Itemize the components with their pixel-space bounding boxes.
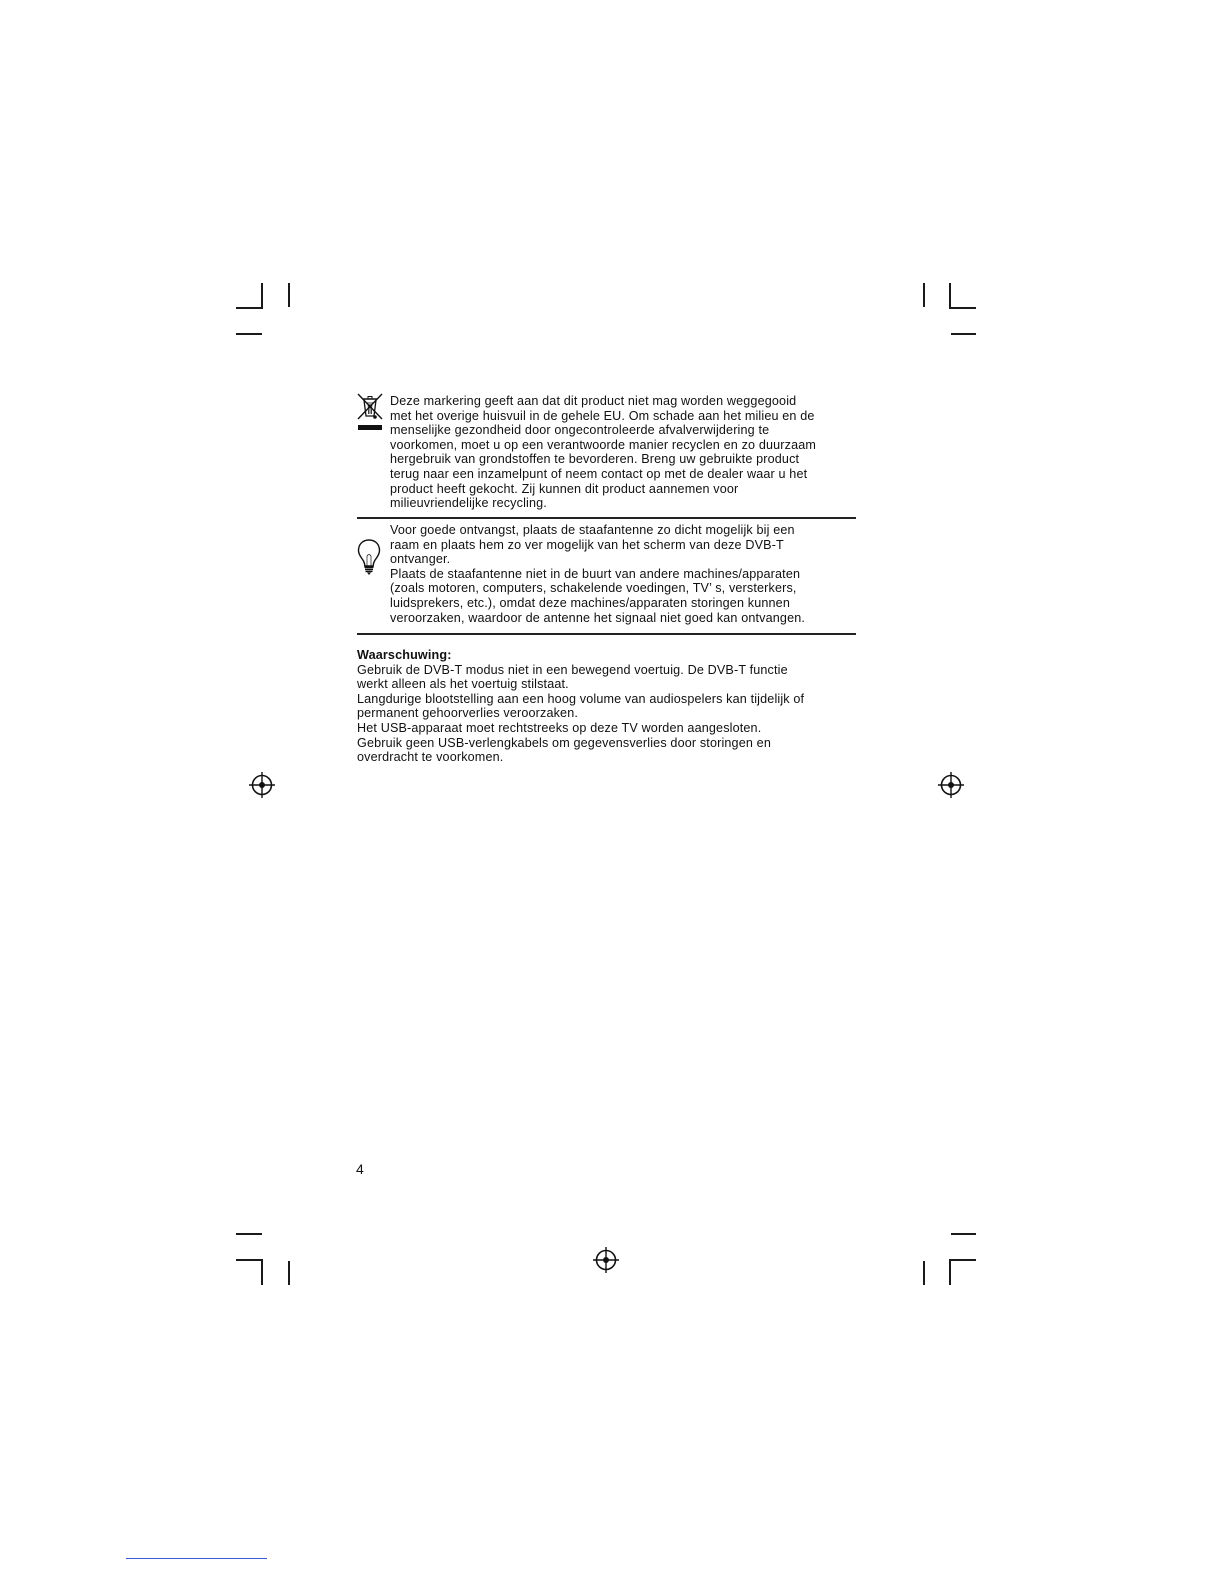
warning-heading: Waarschuwing: (357, 648, 452, 662)
warning-section (357, 648, 857, 765)
weee-disposal-notice: Deze markering geeft aan dat dit product niet mag worden weggegooid met het overige huisvuil in de gehele EU. Om schade aan het milieu en de menselijke gezondheid door ongecontroleerde afvalverwijdering te voorkomen, moet u op een verantwoorde manier recyclen en zo duurzaam hergebruik van grondstoffen te bevorderen. Breng uw gebruikte product terug naar een inzamelpunt of neem contact op met de dealer waar u het product heeft gekocht. Zij kunnen dit product aannemen voor milieuvriendelijke recycling. (390, 394, 817, 511)
registration-target-icon (249, 772, 275, 798)
antenna-placement-tip: Voor goede ontvangst, plaats de staafantenne zo dicht mogelijk bij een raam en plaats hem zo ver mogelijk van het scherm van deze DVB-T ontvanger. Plaats de staafantenne niet in de buurt van andere machines/apparaten (zoals motoren, computers, schakelende voedingen, TV’ s, versterkers, luidsprekers, etc.), omdat deze machines/apparaten storingen kunnen veroorzaken, waardoor de antenne het signaal niet goed kan ontvangen. (390, 523, 806, 625)
section-divider (357, 517, 856, 519)
crossed-out-wheelie-bin-icon (356, 392, 384, 434)
section-divider (357, 633, 856, 635)
light-bulb-icon (356, 538, 382, 578)
warning-text: Gebruik de DVB-T modus niet in een bewegend voertuig. De DVB-T functie werkt alleen als het voertuig stilstaat. Langdurige blootstelling aan een hoog volume van audiospelers kan tijdelijk of permanent gehoorverlies veroorzaken. Het USB-apparaat moet rechtstreeks op deze TV worden aangesloten. Gebruik geen USB-verlengkabels om gegevensverlies door storingen en overdracht te voorkomen. (357, 662, 805, 765)
registration-target-icon (593, 1247, 619, 1273)
footer-link-underline (126, 1558, 267, 1559)
page-number: 4 (356, 1161, 364, 1177)
registration-target-icon (938, 772, 964, 798)
